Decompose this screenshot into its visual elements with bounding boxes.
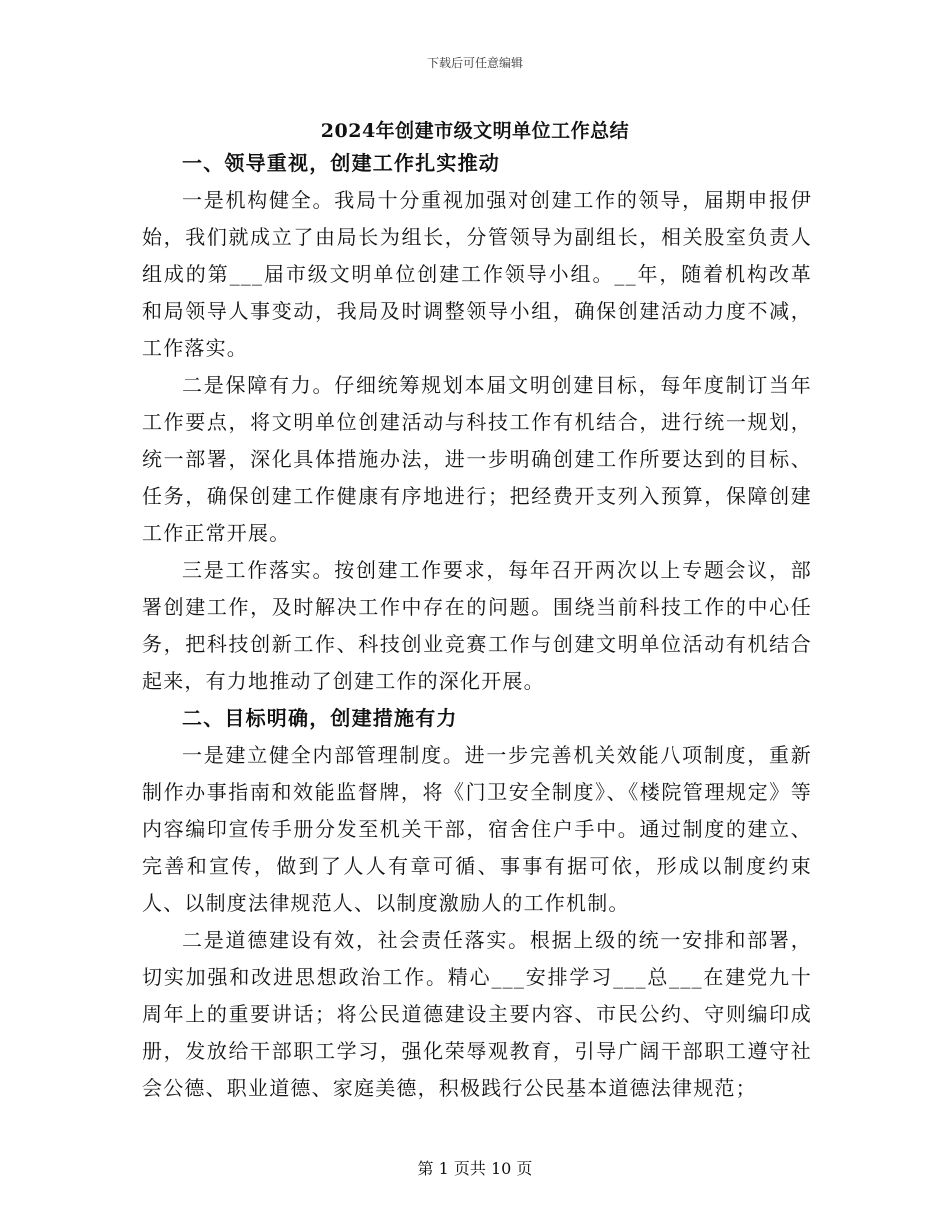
page-number: 第 1 页共 10 页 (417, 1159, 533, 1178)
document-title: 2024年创建市级文明单位工作总结 (320, 120, 630, 142)
paragraph: 二是保障有力。仔细统筹规划本届文明创建目标，每年度制订当年工作要点，将文明单位创建活动与科技工作有机结合，进行统一规划，统一部署，深化具体措施办法，进一步明确创建工作所要达到的目标、任务，确保创建工作健康有序地进行；把经费开支列入预算，保障创建工作正常开展。 (142, 373, 812, 545)
paragraph: 一是建立健全内部管理制度。进一步完善机关效能八项制度，重新制作办事指南和效能监督牌，将《门卫安全制度》、《楼院管理规定》等内容编印宣传手册分发至机关干部，宿舍住户手中。通过制度的建立、完善和宣传，做到了人人有章可循、事事有据可依，形成以制度约束人、以制度法律规范人、以制度激励人的工作机制。 (142, 743, 812, 915)
section-heading: 一、领导重视，创建工作扎实推动 (182, 151, 500, 175)
document-body (142, 145, 812, 1107)
paragraph: 二是道德建设有效，社会责任落实。根据上级的统一安排和部署，切实加强和改进思想政治工作。精心___安排学习___总___在建党九十周年上的重要讲话；将公民道德建设主要内容、市民公约、守则编印成册，发放给干部职工学习，强化荣辱观教育，引导广阔干部职工遵守社会公德、职业道德、家庭美德，积极践行公民基本道德法律规范； (142, 928, 812, 1100)
header-note: 下载后可任意编辑 (426, 56, 523, 70)
paragraph: 一是机构健全。我局十分重视加强对创建工作的领导，届期申报伊始，我们就成立了由局长为组长，分管领导为副组长，相关股室负责人组成的第___届市级文明单位创建工作领导小组。__年，随着机构改革和局领导人事变动，我局及时调整领导小组，确保创建活动力度不减，工作落实。 (142, 188, 812, 360)
paragraph: 三是工作落实。按创建工作要求，每年召开两次以上专题会议，部署创建工作，及时解决工作中存在的问题。围绕当前科技工作的中心任务，把科技创新工作、科技创业竞赛工作与创建文明单位活动有机结合起来，有力地推动了创建工作的深化开展。 (142, 558, 812, 693)
section-heading: 二、目标明确，创建措施有力 (182, 706, 458, 730)
